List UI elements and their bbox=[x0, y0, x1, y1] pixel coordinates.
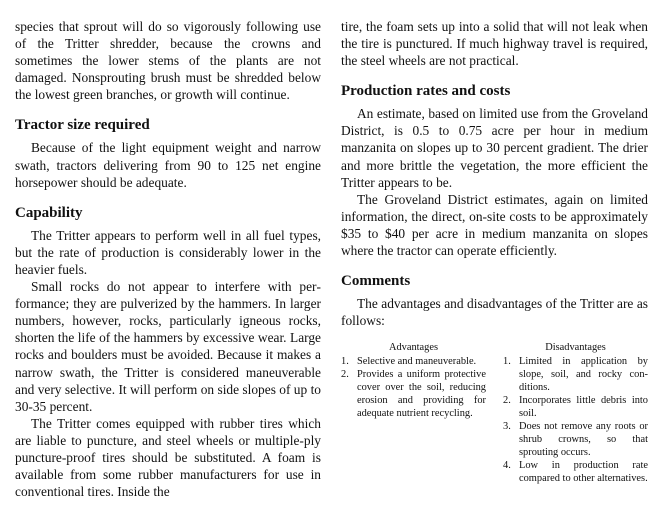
list-item bbox=[503, 420, 648, 459]
paragraph-capability-fuel: The Tritter appears to perform well in all fuel types, but the rate of production is considerably lower in the heavier fuels. bbox=[15, 227, 321, 277]
heading-comments: Comments bbox=[341, 273, 411, 290]
paragraph-foam: tire, the foam sets up into a solid that will not leak when the tire is punctured. If much highway travel is required, the steel wheels are not practical. bbox=[341, 19, 648, 69]
right-column bbox=[341, 18, 648, 485]
list-text: Limited in application by slope, soil, and rocky conditions. bbox=[519, 356, 648, 394]
heading-tractor-size: Tractor size required bbox=[15, 117, 150, 134]
list-item bbox=[503, 459, 648, 485]
list-text: Low in production rate compared to other alternatives. bbox=[519, 460, 648, 485]
list-item bbox=[503, 394, 648, 420]
paragraph-production-estimate: An estimate, based on limited use from the Groveland District, is 0.5 to 0.75 acre per hour in medium manzanita on slopes up to 30 percent gradient. The drier and more brittle the vegetation, the more efficient the Tritter appears to be. bbox=[341, 106, 648, 190]
list-text: Provides a uniform protective cover over the soil, reducing erosion and providing for adequate nutrient recycling. bbox=[357, 369, 486, 420]
list-item bbox=[341, 368, 486, 420]
list-number: 2. bbox=[503, 395, 511, 407]
paragraph-sprouting: species that sprout will do so vigorously following use of the Tritter shredder, because the crowns and sometimes the lower stems of the plants are not damaged. Nonsprouting brush must be shredded below the lowest green branches, or growth will continue. bbox=[15, 19, 321, 103]
paragraph-capability-tires: The Tritter comes equipped with rubber tires which are liable to puncture, and steel wheels or multiple-ply puncture-proof tires should be substituted. A foam is available from some rubber manufacturers for use in conventional tires. Inside the bbox=[15, 415, 321, 500]
left-column bbox=[15, 18, 321, 500]
disadvantages-list bbox=[503, 355, 648, 485]
list-number: 3. bbox=[503, 421, 511, 433]
comparison-lists bbox=[341, 341, 648, 485]
advantages-heading: Advantages bbox=[388, 342, 439, 354]
advantages-column bbox=[341, 341, 486, 485]
paragraph-production-costs: The Groveland District estimates, again on limited information, the direct, on-site costs to be approximately $35 to $40 per acre in medium manzanita on slopes where the tractor can operate efficiently. bbox=[341, 191, 648, 259]
heading-production-rates: Production rates and costs bbox=[341, 83, 511, 100]
list-item bbox=[503, 355, 648, 394]
advantages-list bbox=[341, 355, 486, 420]
disadvantages-column bbox=[503, 341, 648, 485]
paragraph-capability-rocks: Small rocks do not appear to interfere with performance; they are pulverized by the hammers. In larger numbers, however, rocks, particularly igneous rocks, shorten the life of the hammers by excessive wear. Large rocks and boulders must be avoided. Because it makes a narrow swath, the Tritter is considered maneuverable and very selective. It will perform on side slopes of up to 30-35 percent. bbox=[15, 279, 321, 414]
list-text: Incorporates little debris into soil. bbox=[519, 395, 648, 420]
paragraph-comments: The advantages and disadvantages of the Tritter are as follows: bbox=[341, 296, 648, 329]
paragraph-tractor-size: Because of the light equipment weight and narrow swath, tractors delivering from 90 to 125 net engine horsepower should be adequate. bbox=[15, 140, 321, 190]
list-number: 4. bbox=[503, 460, 511, 472]
list-item bbox=[341, 355, 486, 368]
list-number: 1. bbox=[341, 356, 349, 368]
list-number: 1. bbox=[503, 356, 511, 368]
list-number: 2. bbox=[341, 369, 349, 381]
list-text: Does not remove any roots or shrub crowns, so that sprouting occurs. bbox=[519, 421, 648, 459]
list-text: Selective and maneuverable. bbox=[357, 356, 477, 368]
heading-capability: Capability bbox=[15, 204, 83, 221]
disadvantages-heading: Disadvantages bbox=[545, 342, 606, 354]
